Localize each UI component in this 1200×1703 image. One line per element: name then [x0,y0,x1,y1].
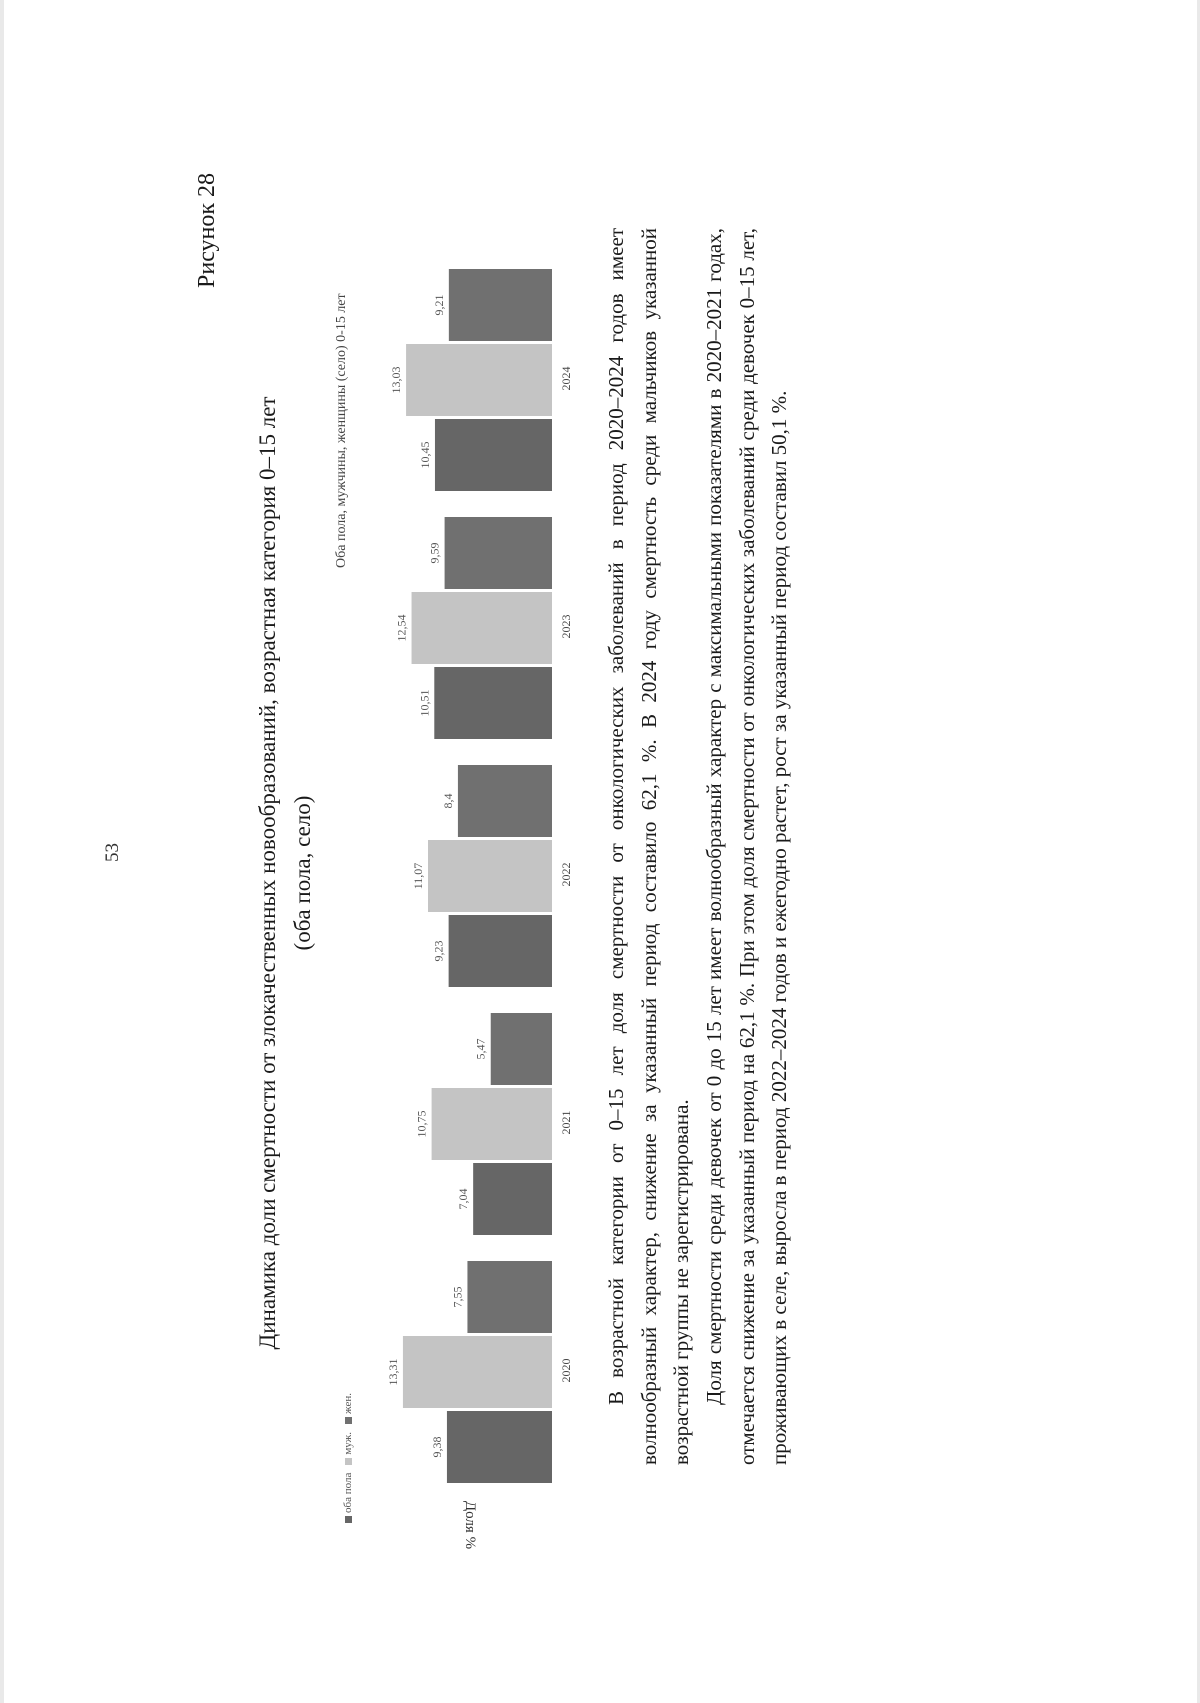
bar-2024-s0 [435,419,552,491]
x-tick-label-2023: 2023 [559,614,573,639]
data-label-2023-s1: 12,54 [394,614,409,642]
bar-2020-s0 [447,1411,552,1483]
x-tick-label-2024: 2024 [559,366,573,391]
chart-legend [342,1393,354,1523]
bar-2024-s2 [449,269,552,341]
bar-2022-s2 [458,765,552,837]
bar-2021-s2 [491,1013,552,1085]
paragraph-2 [698,228,796,1465]
paragraph-1 [600,228,698,1465]
data-label-2021-s0: 7,04 [456,1188,471,1210]
bar-2021-s0 [473,1163,552,1235]
y-axis-label: Доля % [462,1500,478,1550]
legend-swatch-male [345,1458,352,1465]
legend-label-female: жен. [342,1393,354,1414]
data-label-2020-s2: 7,55 [450,1286,465,1308]
x-tick-label-2021: 2021 [559,1110,573,1135]
data-label-2023-s2: 9,59 [427,542,442,564]
bar-2023-s0 [434,667,552,739]
data-label-2022-s2: 8,4 [440,793,455,809]
legend-item-male [342,1432,354,1465]
legend-label-male: муж. [342,1431,354,1455]
legend-swatch-female [345,1417,352,1424]
figure-label: Рисунок 28 [194,172,220,288]
data-label-2023-s0: 10,51 [417,689,432,717]
bar-2022-s1 [428,840,552,912]
bar-chart-svg [356,253,580,1553]
data-label-2024-s1: 13,03 [389,366,404,394]
legend-swatch-both [345,1516,352,1523]
data-label-2024-s2: 9,21 [431,294,446,316]
chart-caption: Оба пола, мужчины, женщины (село) 0-15 лет [334,293,349,568]
bar-2023-s1 [412,592,552,664]
data-label-2021-s1: 10,75 [414,1110,429,1138]
data-label-2022-s0: 9,23 [431,940,446,962]
data-label-2024-s0: 10,45 [417,441,432,469]
legend-item-both [342,1473,354,1523]
data-label-2020-s0: 9,38 [429,1436,444,1458]
chart-title-line-1: Динамика доли смертности от злокачественных новообразований, возрастная категория 0–15 лет [255,396,280,1350]
bar-2021-s1 [432,1088,552,1160]
bar-chart [356,253,580,1553]
page-number: 53 [102,843,123,862]
data-label-2021-s2: 5,47 [473,1038,488,1060]
bar-2020-s1 [403,1336,552,1408]
x-tick-label-2020: 2020 [559,1358,573,1383]
bar-2022-s0 [449,915,552,987]
bar-2023-s2 [445,517,552,589]
legend-item-female [342,1393,354,1424]
bar-2020-s2 [467,1261,552,1333]
data-label-2022-s1: 11,07 [411,862,426,890]
bar-2024-s1 [406,344,552,416]
legend-label-both: оба пола [342,1472,354,1513]
data-label-2020-s1: 13,31 [385,1358,400,1386]
chart-title-line-2: (оба пола, село) [290,795,315,951]
x-tick-label-2022: 2022 [559,862,573,887]
paragraph-1-text: В возрастной категории от 0–15 лет доля смертности от онкологических заболеваний в период 2020–2024 годов имеет волнообразный характер, снижение за указанный период составило 62,1 %. В 2024 году смертность среди мальчиков указанной возрастной группы не зарегистрирована. [604,228,693,1465]
paragraph-2-text: Доля смертности среди девочек от 0 до 15 лет имеет волнообразный характер с максимальными показателями в 2020–2021 годах, отмечается снижение за указанный период на 62,1 %. При этом доля смертности от онкологических заболеваний среди девочек 0–15 лет, проживающих в селе, выросла в период 2022–2024 годов и ежегодно растет, рост за указанный период составил 50,1 %. [702,228,791,1465]
